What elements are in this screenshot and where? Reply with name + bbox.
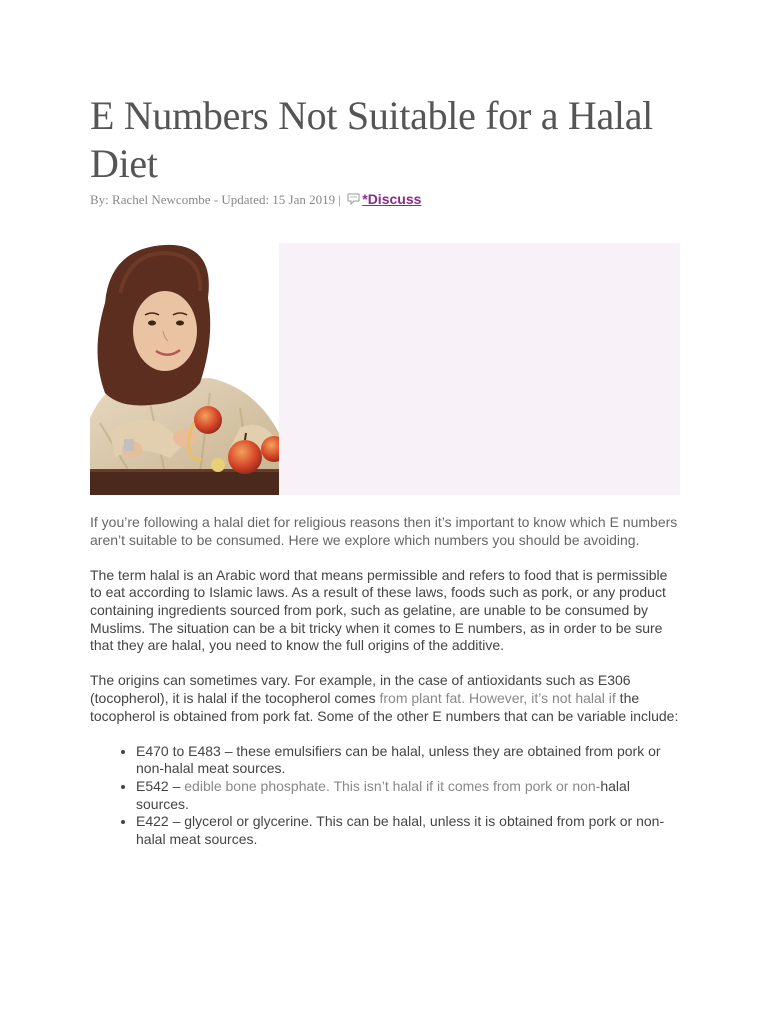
list-item: • E542 – edible bone phosphate. This isn’t halal if it comes from pork or non-halal sources. bbox=[136, 778, 682, 813]
discuss-link[interactable]: *Discuss bbox=[362, 191, 422, 207]
article-photo bbox=[90, 243, 279, 495]
e-number-list bbox=[90, 743, 682, 849]
paragraph: The term halal is an Arabic word that means permissible and refers to food that is permissible to eat according to Islamic laws. As a result of these laws, foods such as pork, or any product containing ingredients sourced from pork, such as gelatine, are unable to be consumed by Muslims. The situation can be a bit tricky when it comes to E numbers, as in order to be sure that they are halal, you need to know the full origins of the additive. bbox=[90, 566, 668, 654]
byline bbox=[90, 191, 421, 208]
speech-bubble-icon bbox=[347, 193, 361, 205]
paragraph: The origins can sometimes vary. For example, in the case of antioxidants such as E306 (tocopherol), it is halal if the tocopherol comes from plant fat. However, it’s not halal if the tocopherol is obtained from pork fat. Some of the other E numbers that can be variable include: bbox=[90, 672, 679, 724]
ad-placeholder bbox=[279, 243, 680, 495]
list-item: • E422 – glycerol or glycerine. This can be halal, unless it is obtained from pork or non-halal meat sources. bbox=[136, 813, 682, 848]
article-title: E Numbers Not Suitable for a Halal Diet bbox=[90, 93, 653, 186]
article-body bbox=[90, 514, 682, 848]
intro-paragraph: If you’re following a halal diet for religious reasons then it’s important to know which E numbers aren’t suitable to be consumed. Here we explore which numbers you should be avoiding. bbox=[90, 514, 678, 548]
byline-author-date: By: Rachel Newcombe - Updated: 15 Jan 2019 | bbox=[90, 192, 341, 207]
list-item: • E470 to E483 – these emulsifiers can be halal, unless they are obtained from pork or non-halal meat sources. bbox=[136, 743, 682, 778]
